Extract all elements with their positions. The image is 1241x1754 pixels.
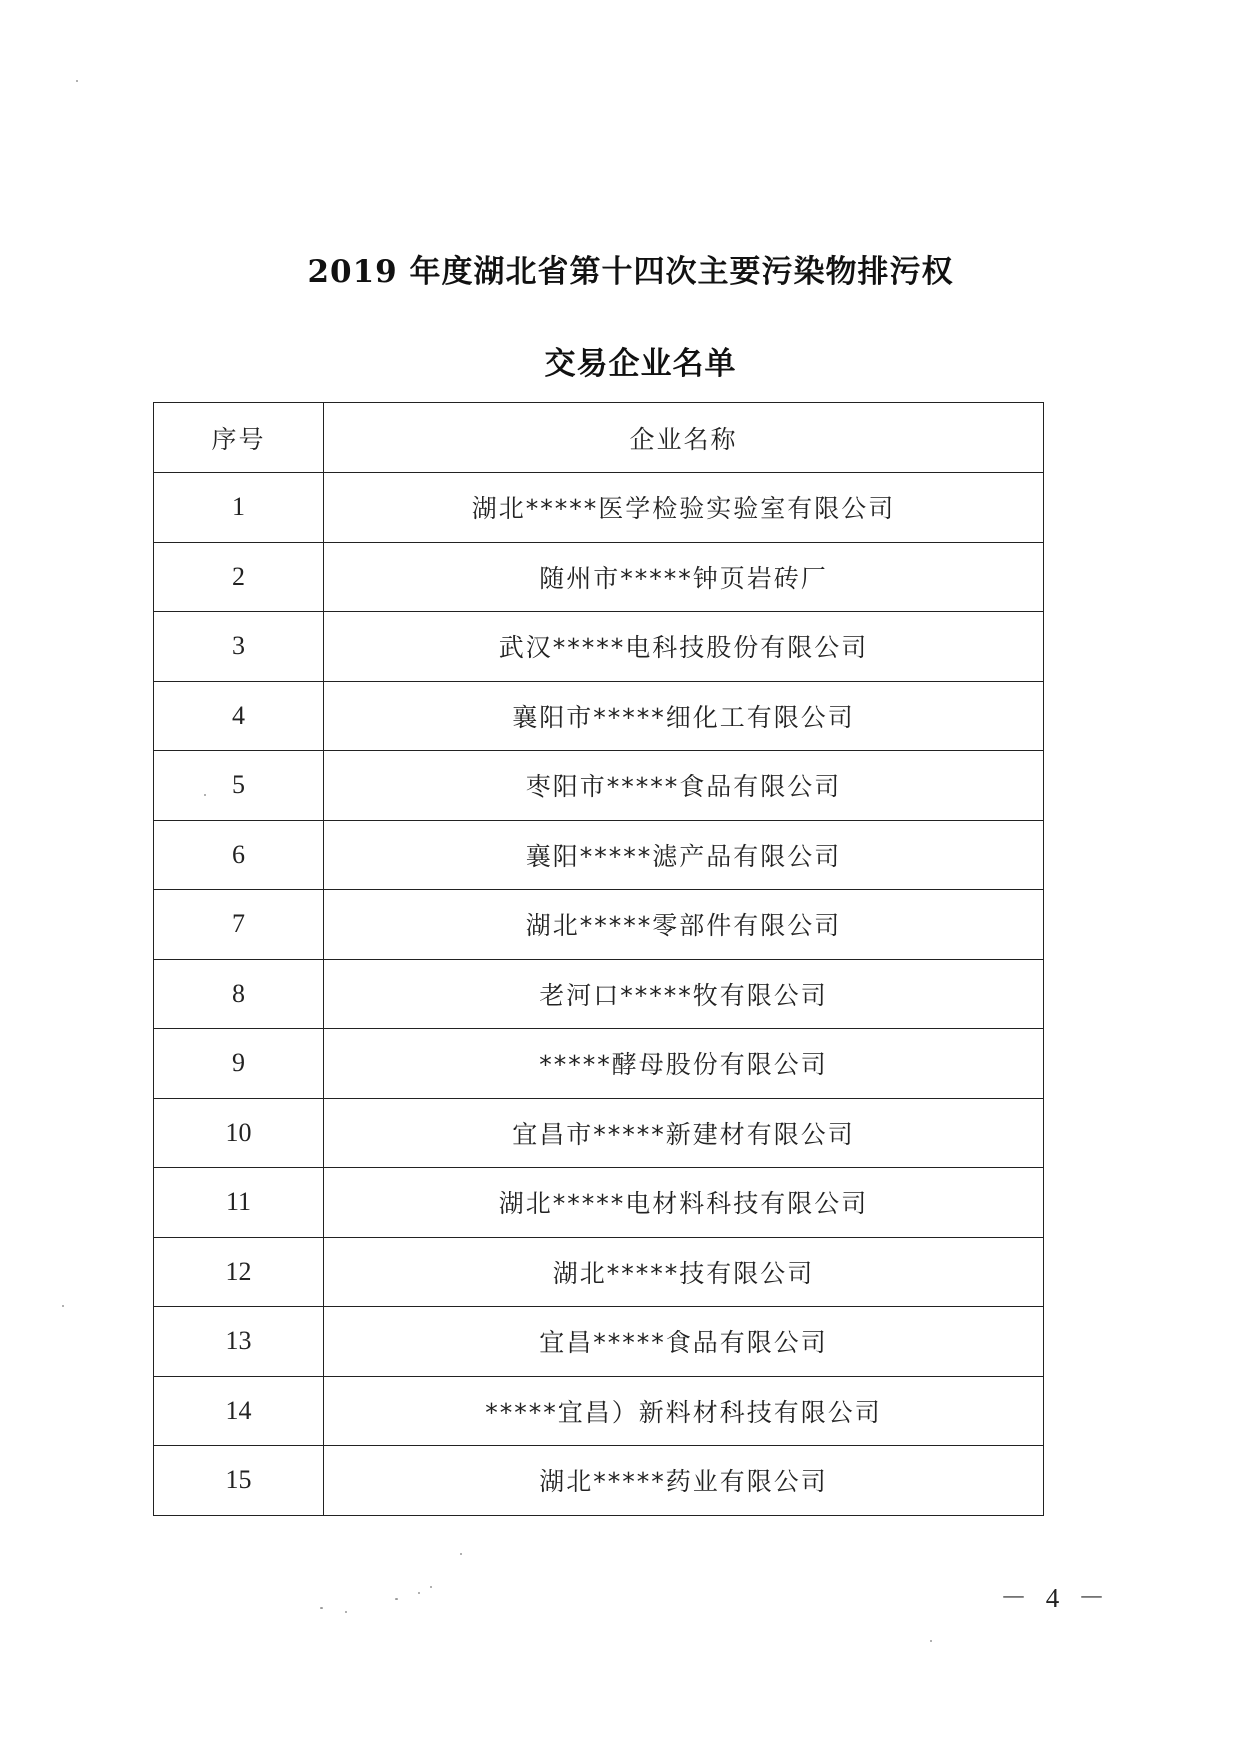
scan-speck: [418, 1592, 420, 1594]
document-title-line-1: 2019 年度湖北省第十四次主要污染物排污权: [307, 254, 954, 290]
scan-speck: [430, 1586, 432, 1588]
row-enterprise-name: 湖北*****药业有限公司: [324, 1446, 1044, 1516]
row-index: 3: [154, 612, 324, 682]
row-index: 4: [154, 681, 324, 751]
document-title-line-2: 交易企业名单: [544, 346, 737, 382]
row-index: 13: [154, 1307, 324, 1377]
table-row: [154, 542, 1044, 612]
row-enterprise-name: 宜昌市*****新建材有限公司: [324, 1098, 1044, 1168]
table-row: [154, 1376, 1044, 1446]
table-row: [154, 681, 1044, 751]
row-index: 12: [154, 1237, 324, 1307]
row-index: 6: [154, 820, 324, 890]
table-row: [154, 612, 1044, 682]
row-enterprise-name: 枣阳市*****食品有限公司: [324, 751, 1044, 821]
table-row: [154, 1237, 1044, 1307]
row-enterprise-name: 襄阳市*****细化工有限公司: [324, 681, 1044, 751]
page-number: － 4 －: [1000, 1583, 1111, 1613]
row-enterprise-name: 襄阳*****滤产品有限公司: [324, 820, 1044, 890]
row-enterprise-name: *****宜昌）新料材科技有限公司: [324, 1376, 1044, 1446]
scan-speck: [395, 1598, 398, 1600]
table-row: [154, 1446, 1044, 1516]
table-row: [154, 473, 1044, 543]
scan-speck: [320, 1607, 323, 1609]
table-row: [154, 751, 1044, 821]
row-index: 7: [154, 890, 324, 960]
scan-speck: [930, 1640, 932, 1642]
row-enterprise-name: 湖北*****电材料科技有限公司: [324, 1168, 1044, 1238]
row-enterprise-name: 宜昌*****食品有限公司: [324, 1307, 1044, 1377]
row-enterprise-name: 老河口*****牧有限公司: [324, 959, 1044, 1029]
row-index: 8: [154, 959, 324, 1029]
row-enterprise-name: 湖北*****技有限公司: [324, 1237, 1044, 1307]
row-enterprise-name: 武汉*****电科技股份有限公司: [324, 612, 1044, 682]
table-row: [154, 1168, 1044, 1238]
row-index: 15: [154, 1446, 324, 1516]
row-index: 9: [154, 1029, 324, 1099]
row-index: 10: [154, 1098, 324, 1168]
table-row: [154, 1307, 1044, 1377]
table-row: [154, 890, 1044, 960]
row-index: 1: [154, 473, 324, 543]
table-row: [154, 820, 1044, 890]
row-index: 14: [154, 1376, 324, 1446]
scan-speck: [460, 1553, 462, 1555]
row-enterprise-name: 湖北*****医学检验实验室有限公司: [324, 473, 1044, 543]
header-enterprise-name: 企业名称: [324, 403, 1044, 473]
header-index: 序号: [154, 403, 324, 473]
row-index: 2: [154, 542, 324, 612]
row-enterprise-name: *****酵母股份有限公司: [324, 1029, 1044, 1099]
row-enterprise-name: 随州市*****钟页岩砖厂: [324, 542, 1044, 612]
scan-speck: [62, 1305, 64, 1307]
scan-speck: [204, 794, 206, 796]
scan-speck: [345, 1611, 347, 1613]
table-row: [154, 1029, 1044, 1099]
table-row: [154, 959, 1044, 1029]
enterprise-list-table-container: [153, 402, 1043, 1516]
row-enterprise-name: 湖北*****零部件有限公司: [324, 890, 1044, 960]
scan-speck: [76, 80, 78, 82]
enterprise-list-table: [153, 402, 1044, 1516]
row-index: 11: [154, 1168, 324, 1238]
table-header-row: [154, 403, 1044, 473]
row-index: 5: [154, 751, 324, 821]
table-row: [154, 1098, 1044, 1168]
